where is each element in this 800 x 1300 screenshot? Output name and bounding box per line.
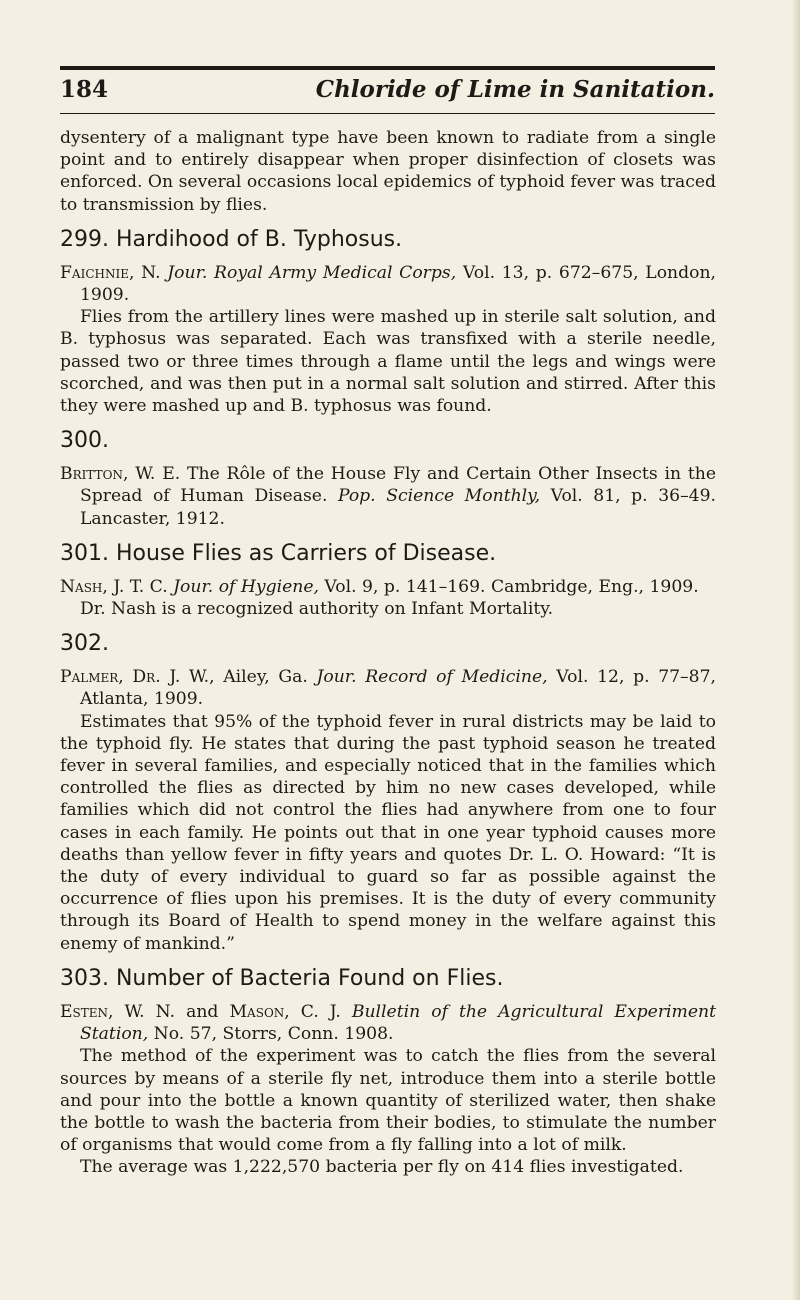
entry-302-heading: 302. xyxy=(60,631,109,657)
page-body xyxy=(60,127,716,1179)
page-edge-shadow xyxy=(792,0,800,1300)
header-underline xyxy=(60,113,715,114)
page-header xyxy=(60,76,715,110)
entry-301-citation: Nash, J. T. C. Jour. of Hygiene, Vol. 9, p. 141–169. Cambridge, Eng., 1909. xyxy=(60,576,699,597)
author: Esten, xyxy=(60,1001,114,1022)
header-rule xyxy=(60,66,715,70)
entry-299-text: Flies from the artillery lines were mashed up in sterile salt solution, and B. typhosus was separated. Each was transfixed with a sterile needle, passed two or three times through a flame until the legs and wings were scorched, and was then put in a normal salt solution and stirred. After this they were mashed up and B. typhosus was found. xyxy=(60,307,716,417)
author: Britton, xyxy=(60,464,129,485)
journal-title: Jour. of Hygiene, xyxy=(173,576,319,597)
journal-title: Pop. Science Monthly, xyxy=(337,486,541,507)
author: Faichnie, xyxy=(60,262,135,283)
entry-303-heading: 303. Number of Bacteria Found on Flies. xyxy=(60,965,504,991)
intro-paragraph: dysentery of a malignant type have been known to radiate from a single point and to entirely disappear when proper disinfection of closets was enforced. On several occasions local epidemics of typhoid fever was traced to transmission by flies. xyxy=(60,128,716,215)
author: Palmer, Dr. xyxy=(60,667,161,688)
entry-302-citation: Palmer, Dr. J. W., Ailey, Ga. Jour. Record of Medicine, Vol. 12, p. 77–87, Atlanta, 1909. xyxy=(60,667,716,710)
entry-303-citation: Esten, W. N. and Mason, C. J. Bulletin of the Agricultural Experiment Station, No. 57, Storrs, Conn. 1908. xyxy=(60,1001,716,1045)
author: Nash, xyxy=(60,576,108,597)
entry-302-text: Estimates that 95% of the typhoid fever in rural districts may be laid to the typhoid fly. He states that during the past typhoid season he treated fever in several families, and especially noticed that in the families which controlled the flies as directed by him no new cases developed, while families which did not control the flies had anywhere from one to four cases in each family. He points out that in one year typhoid causes more deaths than yellow fever in fifty years and quotes Dr. L. O. Howard: “It is the duty of every individual to guard so far as possible against the occurrence of flies upon his premises. It is the duty of every community through its Board of Health to spend money in the welfare against this enemy of mankind.” xyxy=(60,711,716,954)
entry-303-text: The method of the experiment was to catch the flies from the several sources by means of a sterile fly net, introduce them into a sterile bottle and pour into the bottle a known quantity of sterilized water, then shake the bottle to wash the bacteria from their bodies, to stimulate the number of organisms that would come from a fly falling into a lot of milk. xyxy=(60,1046,716,1156)
page-number: 184 xyxy=(60,76,109,103)
running-title: Chloride of Lime in Sanitation. xyxy=(315,76,715,103)
author: Mason, xyxy=(229,1001,290,1022)
journal-title: Jour. Royal Army Medical Corps, xyxy=(167,262,457,283)
entry-300-citation: Britton, W. E. The Rôle of the House Fly and Certain Other Insects in the Spread of Human Disease. Pop. Science Monthly, Vol. 81, p. 36–49. Lancaster, 1912. xyxy=(60,464,716,529)
entry-299-heading: 299. Hardihood of B. Typhosus. xyxy=(60,226,403,252)
journal-title: Bulletin of the Agricultural Experiment Station, xyxy=(80,1001,716,1045)
entry-303-text-2: The average was 1,222,570 bacteria per fly on 414 flies investigated. xyxy=(80,1157,684,1178)
entry-299-citation: Faichnie, N. Jour. Royal Army Medical Corps, Vol. 13, p. 672–675, London, 1909. xyxy=(60,262,716,306)
entry-301-text: Dr. Nash is a recognized authority on Infant Mortality. xyxy=(80,599,554,620)
entry-300-heading: 300. xyxy=(60,428,109,454)
entry-301-heading: 301. House Flies as Carriers of Disease. xyxy=(60,540,497,566)
journal-title: Jour. Record of Medicine, xyxy=(316,667,548,688)
